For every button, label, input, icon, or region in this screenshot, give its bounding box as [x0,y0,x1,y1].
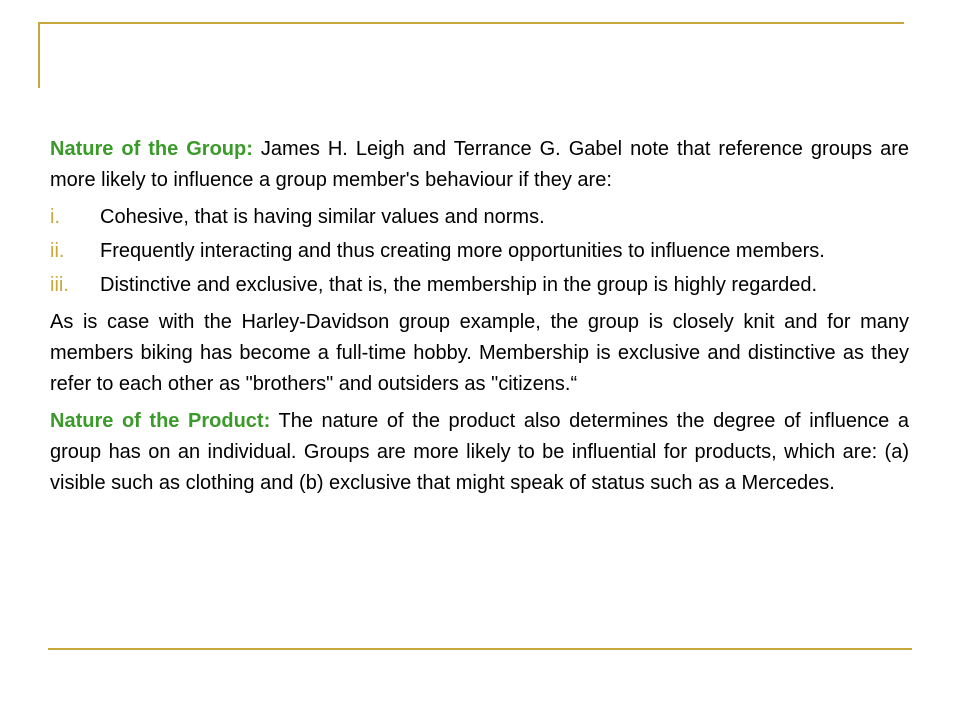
list-item-text: Frequently interacting and thus creating more opportunities to influence members. [100,240,825,262]
list-item [50,202,909,233]
list-item-text: Distinctive and exclusive, that is, the membership in the group is highly regarded. [100,274,818,296]
list-item-text: Cohesive, that is having similar values and norms. [100,206,545,228]
product-paragraph [50,406,909,499]
product-heading: Nature of the Product: [50,410,271,432]
list-numeral: i. [50,206,60,228]
group-paragraph [50,134,909,196]
product-body: The nature of the product also determines the degree of influence a group has on an individual. Groups are more likely to be influential for products, which are: (a) visible such as clothing and (b) exclusive that might speak of status such as a Mercedes. [50,410,909,494]
group-intro: James H. Leigh and Terrance G. Gabel note that reference groups are more likely to influence a group member's behaviour if they are: [50,138,909,191]
list-numeral: ii. [50,240,65,262]
left-accent-rule [38,22,40,88]
example-paragraph: As is case with the Harley-Davidson group example, the group is closely knit and for many members biking has become a full-time hobby. Membership is exclusive and distinctive as they refer to each other as "brothers" and outsiders as "citizens.“ [50,311,909,395]
group-heading: Nature of the Group: [50,138,253,160]
list-numeral: iii. [50,274,69,296]
list-item [50,270,909,301]
slide-body [50,134,909,499]
list-item [50,236,909,267]
bottom-accent-rule [48,648,912,650]
group-traits-list [50,202,909,301]
top-accent-rule [38,22,904,24]
